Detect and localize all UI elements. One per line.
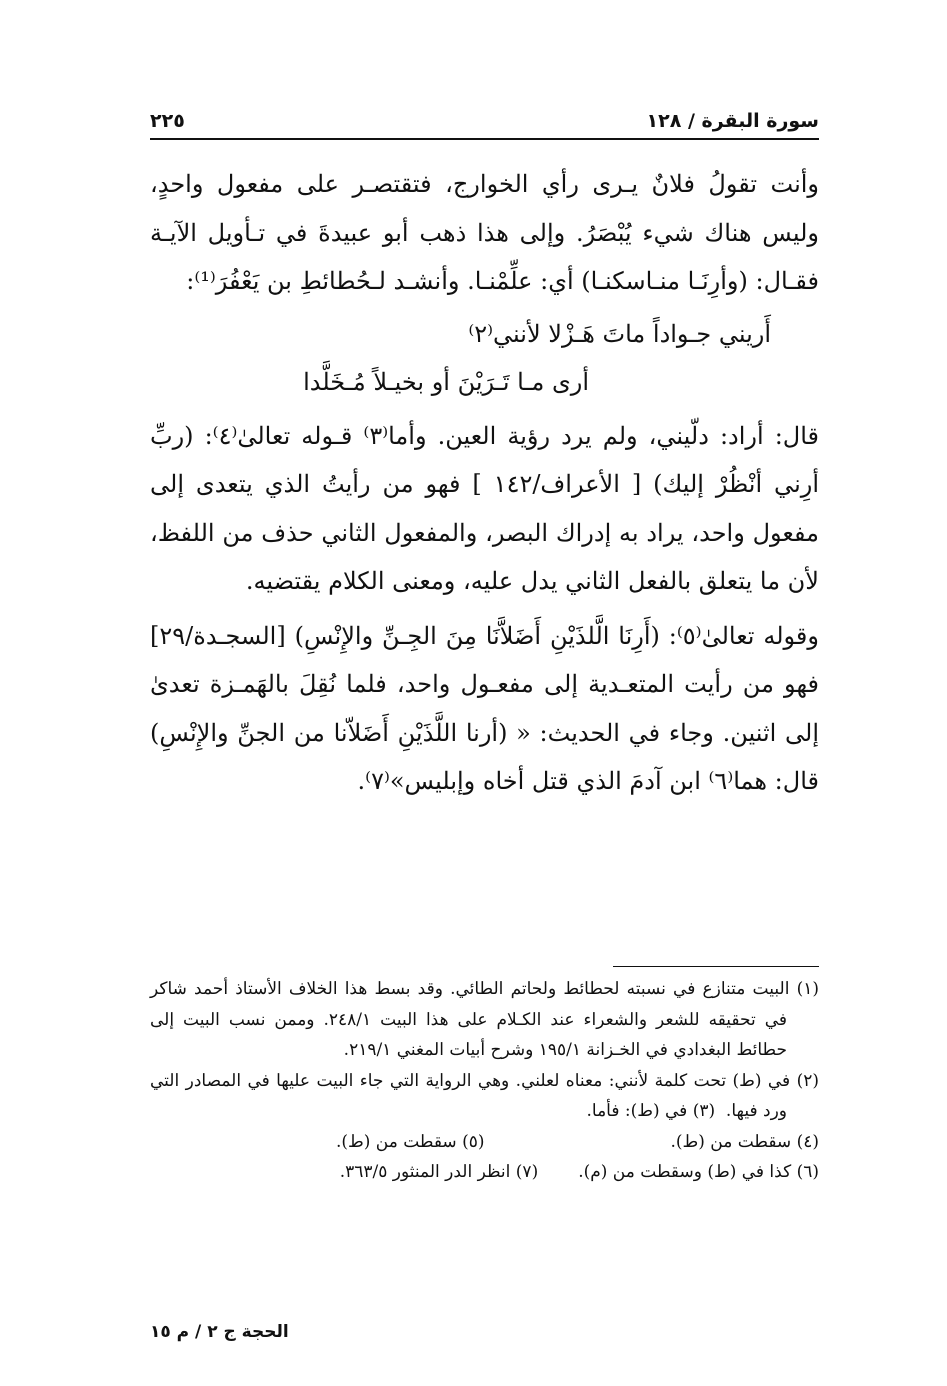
footnote-2-3: (٢) في (ط) تحت كلمة لأنني: معناه لعلني. وهي الرواية التي جاء البيت عليها في المصادر التي ورد فيها. ‏ ‏(٣) في (ط): فأما. xyxy=(150,1070,819,1121)
page-number: ٢٢٥ xyxy=(150,110,185,132)
signature-mark: الحجة ج ٢ / م ١٥ xyxy=(150,1322,289,1342)
footnote-1: (١) البيت متنازع في نسبته لحطائط ولحاتم الطائي. وقد بسط هذا الخلاف الأستاذ أحمد شاكر في تحقيقه للشعر والشعراء عند الكـلام على هذا البيت ٢٤٨/١. وممن نسب البيت إلى حطائط البغدادي في الخـزانة ١٩٥/١ وشرح أبيات المغني ٢١٩/١. xyxy=(150,979,819,1060)
paragraph-1: وأنت تقولُ فلانٌ يـرى رأي الخوارج، فتقتصـر على مفعول واحدٍ، وليس هناك شيء يُبْصَرُ. وإلى هذا ذهب أبو عبيدةَ في تـأويل الآيـة فقـال: (وأرِنَـا منـاسكنـا) أي: علِّمْنـا. وأنشـد لـحُطائطِ بن يَعْفُرَ⁽¹⁾: xyxy=(150,170,819,295)
running-header xyxy=(150,98,819,140)
footnote-separator xyxy=(613,966,819,967)
main-text xyxy=(150,160,819,806)
footnote-row-6-7 xyxy=(150,1157,819,1188)
footnote-7: (٧) انظر الدر المنثور ٣٦٣/٥. xyxy=(339,1162,539,1182)
footnotes xyxy=(150,974,819,1188)
footnote-6: (٦) كذا في (ط) وسقطت من (م). xyxy=(578,1162,819,1182)
footnote-5: (٥) سقطت من (ط). xyxy=(335,1131,485,1152)
footnote-4: (٤) سقطت من (ط). xyxy=(670,1131,819,1152)
paragraph-2: قال: أراد: دلّيني، ولم يرد رؤية العين. وأما⁽٣⁾ قـوله تعالىٰ⁽٤⁾: (ربِّ أرِني أنْظُرْ إليك) [ الأعراف/١٤٢ ] فهو من رأيتُ الذي يتعدى إلى مفعول واحد، يراد به إدراك البصر، والمفعول الثاني حذف من اللفظ، لأن ما يتعلق بالفعل الثاني يدل عليه، ومعنى الكلام يقتضيه. xyxy=(150,421,820,595)
verse-first-hemistich: أَريني جـواداً ماتَ هَـزْلا لأنني⁽٢⁾ xyxy=(468,319,771,348)
paragraph-3: وقوله تعالىٰ⁽٥⁾: (أَرِنَا الَّلذَيْنِ أَضَلاَّنَا مِنَ الجِـنِّ والإِنْسِ) [السجـدة/٢٩] فهو من رأيت المتعـدية إلى مفعـول واحد، فلما نُقِلَ بالهَمـزة تعدىٰ إلى اثنين. وجاء في الحديث: « (أرنا اللَّذَيْنِ أَضَلاّنا من الجنِّ والإِنْسِ) قال: هما⁽٦⁾ ابن آدمَ الذي قتل أخاه وإبليس»⁽٧⁾. xyxy=(150,621,819,795)
footnote-row-4-5 xyxy=(150,1127,819,1158)
surah-label: سورة البقرة / ١٢٨ xyxy=(646,110,819,132)
verse-second-hemistich: أرى مـا تَـرَيْنَ أو بخيـلاً مُـخَلَّدا xyxy=(303,367,589,396)
poem-verse xyxy=(150,310,819,406)
